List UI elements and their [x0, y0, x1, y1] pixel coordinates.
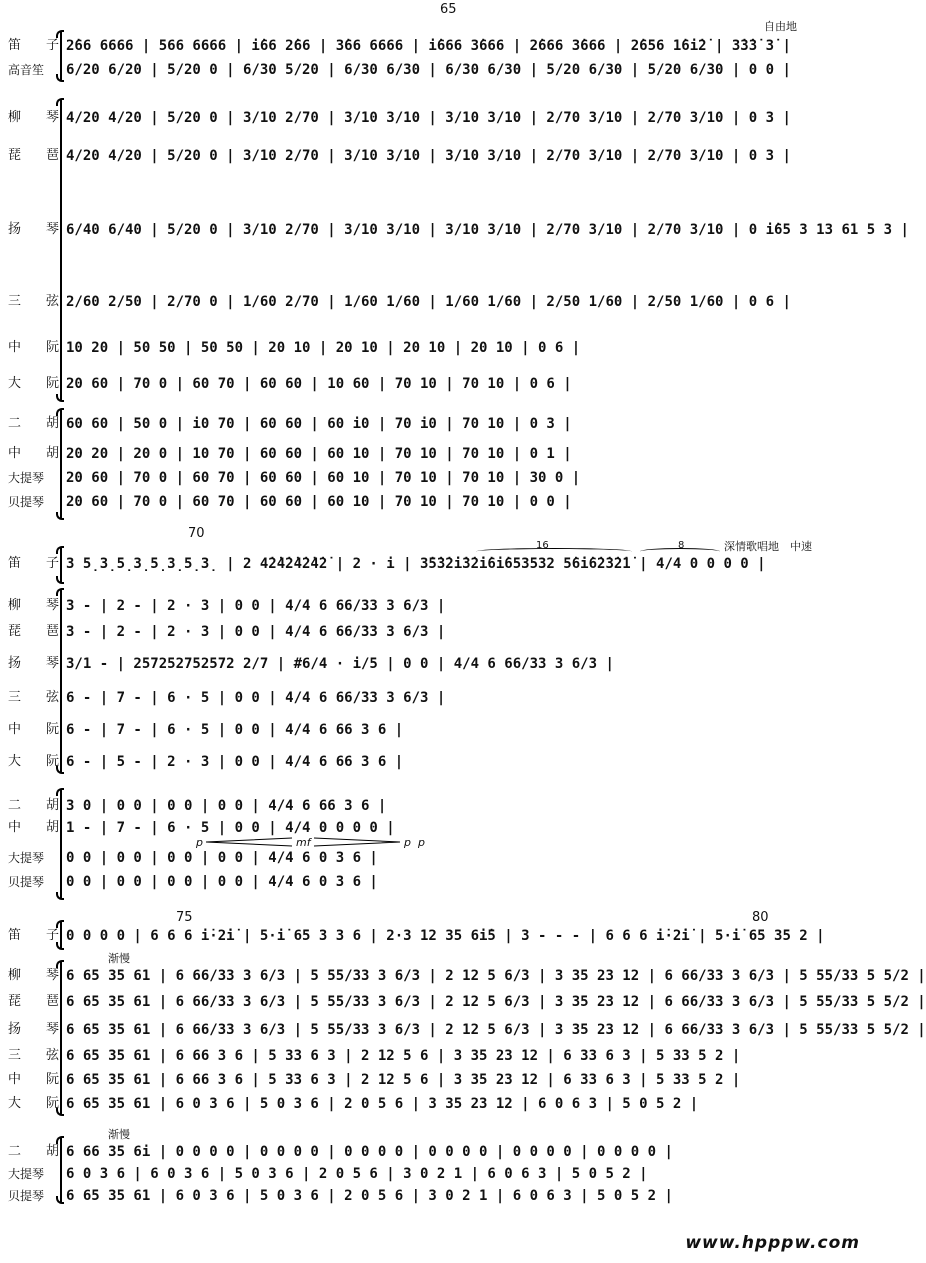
part-row: [0, 1068, 888, 1092]
part-notes: 1 - | 7 - | 6 · 5 | 0 0 | 4/4 0 0 0 0 |: [66, 820, 395, 836]
part-notes: 6 65 35 61 | 6 0 3 6 | 5 0 3 6 | 2 0 5 6 | 3 0 2 1 | 6 0 6 3 | 5 0 5 2 |: [66, 1188, 673, 1204]
part-notes: 3 0 | 0 0 | 0 0 | 0 0 | 4/4 6 66 3 6 |: [66, 798, 387, 814]
ritardando-marking: 渐慢: [108, 952, 130, 965]
part-notes: 4/20 4/20 | 5/20 0 | 3/10 2/70 | 3/10 3/10 | 3/10 3/10 | 2/70 3/10 | 2/70 3/10 | 0 3 |: [66, 148, 791, 164]
dynamic-p: p: [404, 836, 411, 849]
tuplet-8-label: 8: [678, 540, 685, 551]
measure-number-70: 70: [188, 526, 205, 541]
part-name: 中 阮: [8, 722, 66, 737]
part-notes: 4/20 4/20 | 5/20 0 | 3/10 2/70 | 3/10 3/10 | 3/10 3/10 | 2/70 3/10 | 2/70 3/10 | 0 3 |: [66, 110, 791, 126]
part-name: 高音笙: [8, 63, 45, 77]
part-name: 琵 琶: [8, 624, 66, 639]
part-row: [0, 620, 888, 644]
part-row: [0, 466, 888, 490]
part-notes: 3 - | 2 - | 2 · 3 | 0 0 | 4/4 6 66/33 3 6/3 |: [66, 624, 446, 640]
part-row: [0, 290, 888, 314]
part-notes: 6/20 6/20 | 5/20 0 | 6/30 5/20 | 6/30 6/30 | 6/30 6/30 | 5/20 6/30 | 5/20 6/30 | 0 0 |: [66, 62, 791, 78]
part-row: [0, 964, 926, 988]
part-name: 中 胡: [8, 446, 66, 461]
part-notes: 6 66 35 6i | 0 0 0 0 | 0 0 0 0 | 0 0 0 0 | 0 0 0 0 | 0 0 0 0 | 0 0 0 0 |: [66, 1144, 673, 1160]
part-notes: 6 0 3 6 | 6 0 3 6 | 5 0 3 6 | 2 0 5 6 | 3 0 2 1 | 6 0 6 3 | 5 0 5 2 |: [66, 1166, 648, 1182]
part-row: [0, 490, 888, 514]
part-name: 中 胡: [8, 820, 66, 835]
part-row: [0, 1140, 888, 1164]
part-name: 二 胡: [8, 798, 66, 813]
measure-number-75: 75: [176, 910, 193, 925]
part-row: [0, 1162, 888, 1186]
dynamic-mf: mf: [296, 836, 311, 849]
part-row: [0, 794, 888, 818]
part-row: [0, 816, 888, 840]
part-name: 三 弦: [8, 1048, 66, 1063]
part-notes: 20 60 | 70 0 | 60 70 | 60 60 | 10 60 | 70 10 | 70 10 | 0 6 |: [66, 376, 572, 392]
part-name: 大提琴: [8, 851, 45, 865]
part-notes: 3 5̣3̣5̣3̣5̣3̣5̣3̣ | 2 4̇2̇4̇2̇4̇2̇4̇2̇ | 2 · i | 3̇5̇3̇2̇i̇3̇2̇i̇6i̇653532 5̇6̇i̇6̇2̇3̇2̇1̇ | 4/4 0 0 0 0 |: [66, 556, 766, 572]
tempo-marking: 深情歌唱地 中速: [724, 540, 812, 553]
part-notes: 6 65 35 61 | 6 66/33 3 6/3 | 5 55/33 3 6/3 | 2 12 5 6/3 | 3 35 23 12 | 6 66/33 3 6/3 | 5 55/33 5 5/2 |: [66, 1022, 926, 1038]
part-name: 三 弦: [8, 690, 66, 705]
part-notes: 20 20 | 20 0 | 10 70 | 60 60 | 60 10 | 70 10 | 70 10 | 0 1 |: [66, 446, 572, 462]
part-row: [0, 924, 888, 948]
part-row: [0, 372, 888, 396]
part-name: 贝提琴: [8, 1189, 45, 1203]
dynamic-p: p: [196, 836, 203, 849]
part-notes: 6 - | 7 - | 6 · 5 | 0 0 | 4/4 6 66/33 3 6/3 |: [66, 690, 446, 706]
part-notes: 6 - | 7 - | 6 · 5 | 0 0 | 4/4 6 66 3 6 |: [66, 722, 404, 738]
measure-number-80: 80: [752, 910, 769, 925]
site-watermark: www.hpppw.com: [685, 1233, 860, 1253]
part-notes: 6 65 35 61 | 6 66/33 3 6/3 | 5 55/33 3 6/3 | 2 12 5 6/3 | 3 35 23 12 | 6 66/33 3 6/3 | 5 55/33 5 5/2 |: [66, 994, 926, 1010]
part-name: 扬 琴: [8, 222, 66, 237]
part-notes: 3 - | 2 - | 2 · 3 | 0 0 | 4/4 6 66/33 3 6/3 |: [66, 598, 446, 614]
part-row: [0, 652, 888, 676]
part-row: [0, 718, 888, 742]
part-name: 二 胡: [8, 416, 66, 431]
tempo-marking: 自由地: [764, 20, 797, 33]
part-row: [0, 1044, 888, 1068]
part-row: [0, 686, 888, 710]
part-row: [0, 990, 926, 1014]
part-name: 大提琴: [8, 471, 45, 485]
part-name: 中 阮: [8, 340, 66, 355]
ritardando-marking: 渐慢: [108, 1128, 130, 1141]
part-notes: 60 60 | 50 0 | i0 70 | 60 60 | 60 i0 | 70 i0 | 70 10 | 0 3 |: [66, 416, 572, 432]
part-notes: 2/60 2/50 | 2/70 0 | 1/60 2/70 | 1/60 1/60 | 1/60 1/60 | 2/50 1/60 | 2/50 1/60 | 0 6 |: [66, 294, 791, 310]
part-row: [0, 1018, 926, 1042]
part-notes: 20 60 | 70 0 | 60 70 | 60 60 | 60 10 | 70 10 | 70 10 | 0 0 |: [66, 494, 572, 510]
part-row: [0, 594, 888, 618]
part-name: 大 阮: [8, 376, 66, 391]
part-notes: 2̇66 6666 | 566 6666 | i̇66 2̇66 | 3̇66 6666 | i̇666 3̇666 | 2̇666 3̇666 | 2̇656 1̇6i̇2̇ | 3̇3̇3̇ 3̇ |: [66, 38, 791, 54]
part-row: [0, 58, 888, 82]
part-notes: 0 0 | 0 0 | 0 0 | 0 0 | 4/4 6 0 3 6 |: [66, 874, 378, 890]
part-name: 二 胡: [8, 1144, 66, 1159]
part-row: [0, 336, 888, 360]
part-row: [0, 34, 888, 58]
part-name: 琵 琶: [8, 994, 66, 1009]
part-name: 笛 子: [8, 38, 66, 53]
crescendo-hairpin: [206, 838, 292, 846]
part-notes: 6 65 35 61 | 6 66 3 6 | 5 33 6 3 | 2 12 5 6 | 3 35 23 12 | 6 33 6 3 | 5 33 5 2 |: [66, 1072, 741, 1088]
part-row: [0, 1184, 888, 1208]
part-name: 琵 琶: [8, 148, 66, 163]
part-name: 中 阮: [8, 1072, 66, 1087]
part-name: 贝提琴: [8, 875, 45, 889]
part-row: [0, 1092, 888, 1116]
part-name: 笛 子: [8, 556, 66, 571]
part-notes: 6 65 35 61 | 6 66/33 3 6/3 | 5 55/33 3 6/3 | 2 12 5 6/3 | 3 35 23 12 | 6 66/33 3 6/3 | 5 55/33 5 5/2 |: [66, 968, 926, 984]
part-notes: 3/1 - | 257252752572 2/7 | #6/4 · i/5 | 0 0 | 4/4 6 66/33 3 6/3 |: [66, 656, 614, 672]
part-notes: 0 0 | 0 0 | 0 0 | 0 0 | 4/4 6 0 3 6 |: [66, 850, 378, 866]
part-row: [0, 106, 888, 130]
part-row: [0, 144, 888, 168]
part-row: [0, 412, 888, 436]
part-name: 三 弦: [8, 294, 66, 309]
part-row: [0, 442, 888, 466]
part-name: 大 阮: [8, 1096, 66, 1111]
part-name: 大 阮: [8, 754, 66, 769]
part-notes: 6 65 35 61 | 6 0 3 6 | 5 0 3 6 | 2 0 5 6 | 3 35 23 12 | 6 0 6 3 | 5 0 5 2 |: [66, 1096, 699, 1112]
part-name: 柳 琴: [8, 110, 66, 125]
part-row: [0, 846, 888, 870]
part-name: 扬 琴: [8, 656, 66, 671]
tuplet-16-label: 16: [536, 540, 549, 551]
part-row: [0, 870, 888, 894]
part-name: 扬 琴: [8, 1022, 66, 1037]
dynamic-p: p: [418, 836, 425, 849]
part-notes: 10 20 | 50 50 | 50 50 | 20 10 | 20 10 | 20 10 | 20 10 | 0 6 |: [66, 340, 581, 356]
part-row: [0, 750, 888, 774]
part-notes: 6/40 6/40 | 5/20 0 | 3/10 2/70 | 3/10 3/10 | 3/10 3/10 | 2/70 3/10 | 2/70 3/10 | 0 i̇65 3 13 61 5 3 |: [66, 222, 909, 238]
part-name: 柳 琴: [8, 598, 66, 613]
decrescendo-hairpin: [314, 838, 400, 846]
measure-number-65: 65: [440, 2, 457, 17]
part-name: 柳 琴: [8, 968, 66, 983]
part-name: 大提琴: [8, 1167, 45, 1181]
part-notes: 6 65 35 61 | 6 66 3 6 | 5 33 6 3 | 2 12 5 6 | 3 35 23 12 | 6 33 6 3 | 5 33 5 2 |: [66, 1048, 741, 1064]
part-name: 贝提琴: [8, 495, 45, 509]
part-row: [0, 552, 888, 576]
part-notes: 0 0 0 0 | 6 6 6 i̇·2̇i̇ | 5·i̇ 65 3 3 6 | 2·3 12 35 6i̇5 | 3 - - - | 6 6 6 i̇·2̇i̇ | 5·i̇ 65 35 2 |: [66, 928, 825, 944]
part-notes: 20 60 | 70 0 | 60 70 | 60 60 | 60 10 | 70 10 | 70 10 | 30 0 |: [66, 470, 581, 486]
part-name: 笛 子: [8, 928, 66, 943]
part-row: [0, 218, 909, 242]
part-notes: 6 - | 5 - | 2 · 3 | 0 0 | 4/4 6 66 3 6 |: [66, 754, 404, 770]
